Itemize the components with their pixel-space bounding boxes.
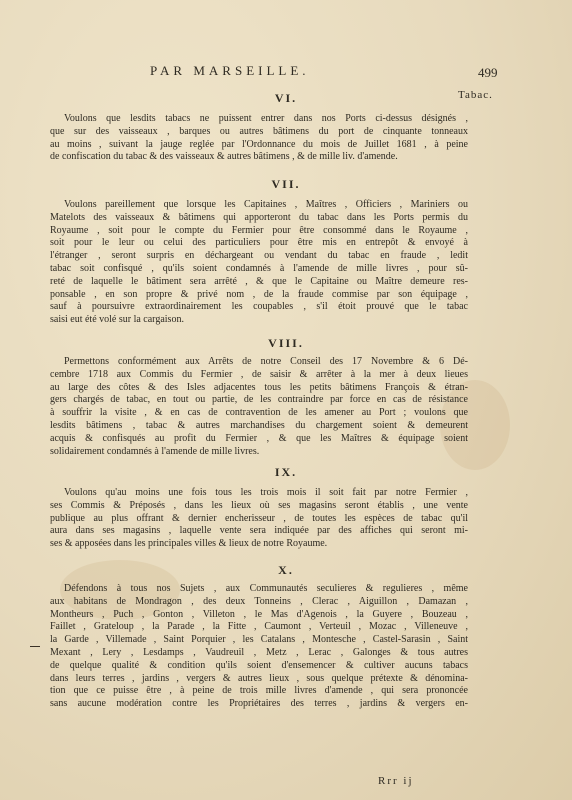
article-paragraph	[50, 199, 468, 327]
text-line: au moins , suivant la jauge reglée par l'Ordonnance du mois de Juillet 1681 , à peine	[50, 138, 468, 150]
text-line: reté de laquelle le bâtiment sera arrêté , & que le Capitaine ou Maître demeure res-	[50, 275, 468, 287]
text-line: ses & apposées dans les principales villes & lieux de notre Royaume.	[50, 538, 328, 550]
article-heading: X.	[278, 563, 294, 577]
text-line: Voulons que lesdits tabacs ne puissent entrer dans nos Ports ci-dessus désignés ,	[64, 113, 468, 124]
text-line: à souffrir la visite , & en cas de contravention de les amener au Port ; voulons que	[50, 407, 468, 419]
text-line: Défendons à tous nos Sujets , aux Communautés seculieres & regulieres , même	[64, 583, 468, 594]
text-line: tabac soit confisqué , qu'ils soient condamnés à l'amende de mille livres , pour sû-	[50, 262, 468, 274]
article-heading: VIII.	[268, 336, 304, 350]
text-line: aux habitans de Mondragon , des deux Tonneins , Clerac , Aiguillon , Damazan ,	[50, 595, 468, 607]
article-paragraph	[50, 487, 468, 551]
text-line: l'étranger , seront surpris en déchargeant ou vendant du tabac en fraude , ledit	[50, 250, 468, 262]
text-line: acquis & confisqués au profit du Fermier , & que les Maîtres & équipage soient	[50, 432, 468, 444]
text-line: Permettons conformément aux Arrêts de notre Conseil des 17 Novembre & 6 Dé-	[64, 356, 468, 367]
text-line: ponsable , en son propre & privé nom , de la fraude commise par son équipage ,	[50, 288, 468, 300]
text-line: Voulons pareillement que lorsque les Capitaines , Maîtres , Officiers , Mariniers ou	[64, 199, 468, 210]
margin-note: Tabac.	[458, 89, 493, 101]
signature-mark: Rrr ij	[378, 775, 414, 787]
article-heading: VII.	[271, 177, 301, 191]
text-line: Voulons qu'au moins une fois tous les trois mois il soit fait par notre Fermier ,	[64, 487, 468, 498]
text-line: ses Commis & Préposés , dans les lieux où ses magasins seront établis , une vente	[50, 499, 468, 511]
text-line: soit pour le leur ou celui des particuliers pour être mis en entrepôt & envoyé à	[50, 237, 468, 249]
article-heading: VI.	[274, 91, 298, 105]
text-line: de quelque qualité & condition qu'ils soient d'ensemencer & cultiver aucuns tabacs	[50, 659, 468, 671]
text-line: Faillet , Grateloup , la Parade , la Fitte , Caumont , Verteuil , Mozac , Villeneuve ,	[50, 621, 468, 633]
article-paragraph	[50, 356, 468, 458]
text-line: publique au plus offrant & dernier encherisseur , de toutes les espèces de tabac qu'il	[50, 512, 468, 524]
text-line: lesdits bâtimens , tabac & autres marchandises du chargement soient & demeurent	[50, 419, 468, 431]
text-line: aura dans ses magasins , laquelle vente sera indiquée par des affiches qui seront mi-	[50, 525, 468, 537]
text-line: cembre 1718 aux Commis du Fermier , de saisir & arrêter à la mer à deux lieues	[50, 368, 468, 380]
text-line: Royaume , soit pour le compte du Fermier pour être consommé dans le Royaume ,	[50, 224, 468, 236]
article-paragraph	[50, 583, 468, 711]
page-number: 499	[478, 65, 498, 80]
article-heading: IX.	[274, 465, 298, 479]
text-line: tion que ce puisse être , à peine de trois mille livres d'amende , qui sera prononcée	[50, 685, 468, 697]
text-line: que sur des vaisseaux , barques ou autres bâtimens du port de cinquante tonneaux	[50, 125, 468, 137]
text-line: Mexant , Lery , Lesdamps , Vaudreuil , Metz , Lerac , Galonges & tous autres	[50, 646, 468, 658]
text-line: Matelots des vaisseaux & bâtimens qui apporteront du tabac dans les Ports permis du	[50, 211, 468, 223]
text-line: de confiscation du tabac & des vaisseaux & autres bâtimens , & de mille liv. d'amende.	[50, 151, 398, 163]
text-line: sauf à poursuivre extraordinairement les coupables , s'il étoit prouvé que le tabac	[50, 301, 468, 313]
text-line: dans leurs terres , jardins , vergers & autres lieux , sous quelque prétexte & dénomina-	[50, 672, 468, 684]
article-paragraph	[50, 113, 468, 164]
margin-dash	[30, 646, 40, 647]
text-line: la Garde , Villemade , Saint Porquier , les Catalans , Montesche , Castel-Sarasin , Saint	[50, 634, 468, 646]
text-line: sans aucune modération contre les Propriétaires des terres , jardins & vergers en-	[50, 698, 468, 710]
text-line: au large des côtes & des Isles adjacentes tous les petits bâtimens François & étran-	[50, 381, 468, 393]
running-title: PAR MARSEILLE.	[150, 63, 310, 78]
text-line: solidairement condamnés à l'amende de mille livres.	[50, 445, 260, 457]
text-line: Montheurs , Puch , Gonton , Villeton , le Mas d'Agenois , la Guyere , Bouzeau ,	[50, 608, 468, 620]
text-line: saisi eut été volé sur la cargaison.	[50, 314, 184, 326]
text-line: gers chargés de tabac, en tout ou partie, de les contraindre par force en cas de résistance	[50, 394, 468, 406]
